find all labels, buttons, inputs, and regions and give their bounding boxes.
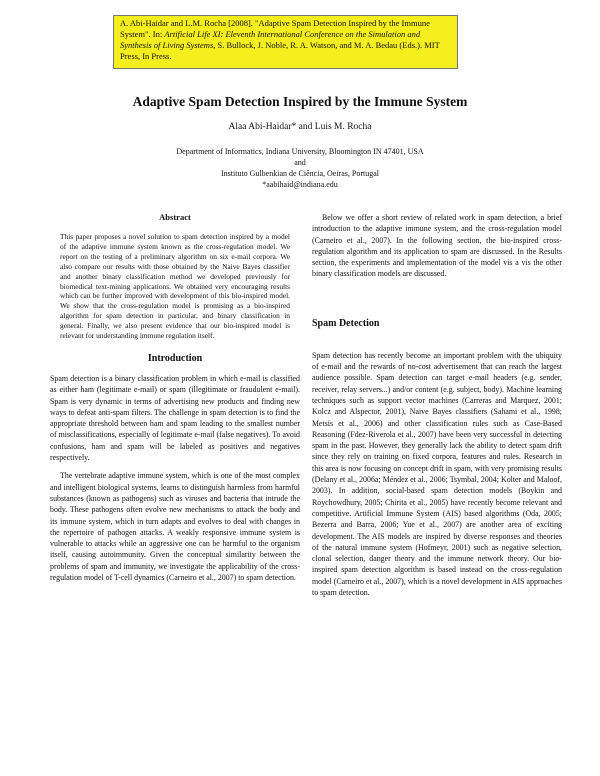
citation-text: [120, 18, 451, 62]
spam-detection-paragraph: Spam detection has recently become an important problem with the ubiquity of e-mail and the rewards of no-cost advertisement that can reach the largest audience possible. Spam detection can target e-mail headers (e.g. sender, receiver, relay servers...) and/or content (e.g. subject, body). Machine learning techniques such as support vector machines (Carreras and Marquez, 2001; Kolcz and Alspector, 2001), Naive Bayes classifiers (Sahami et al., 1998; Metsis et al., 2006) and other classification rules such as Case-Based Reasoning (Fdez-Riverola et al., 2007) have been very successful in detecting spam in the past. However, they generally lack the ability to detect spam drift since they rely on training on fixed corpora, features and rules. Research in this area is now focusing on concept drift in spam, with very promising results (Delany et al., 2006a; Méndez et al., 2006; Tsymbal, 2004; Kolter and Maloof, 2003). In addition, social-based spam detection models (Boykin and Roychowdhury, 2005; Chirita et al., 2005) have recently become relevant and competitive. Artificial Immune System (AIS) based algorithms (Oda, 2005; Bezerra and Barra, 2006; Yue et al., 2007) are another area of exciting development. The AIS models are inspired by diverse responses and theories of the natural immune system (Hofmeyr, 2001) such as negative selection, clonal selection, danger theory and the immune network theory. Our bio-inspired spam detection algorithm is based instead on the cross-regulation model (Carneiro et al., 2007), which is a novel development in AIS approaches to spam detection.: [312, 350, 562, 598]
paper-title: Adaptive Spam Detection Inspired by the Immune System: [132, 94, 468, 109]
affiliation-gulbenkian: Instituto Gulbenkian de Ciência, Oeiras, Portugal: [221, 169, 379, 178]
overview-paragraph: Below we offer a short review of related work in spam detection, a brief introduction to the adaptive immune system, and the cross-regulation model (Carneiro et al., 2007). In the following section, the bio-inspired cross-regulation algorithm and its application to spam are discussed. In the Results section, the experiments and implementation of the model vis a vis the other binary classification models are discussed.: [312, 213, 562, 279]
affiliation-indiana: Department of Informatics, Indiana University, Bloomington IN 47401, USA: [176, 147, 424, 156]
introduction-paragraph-1: Spam detection is a binary classification problem in which e-mail is classified as either ham (legitimate e-mail) or spam (illegitimate or fraudulent e-mail). Spam is very dynamic in terms of advertising new products and finding new ways to defeat anti-spam filters. The challenge in spam detection is to find the appropriate threshold between ham and spam leading to the smallest number of misclassifications, especially of legitimate e-mail (false negatives). To avoid confusions, ham and spam will be labeled as positives and negatives respectively.: [50, 373, 300, 463]
abstract-text: This paper proposes a novel solution to spam detection inspired by a model of the adaptive immune system known as the cross-regulation model. We report on the testing of a preliminary algorithm on six e-mail corpora. We also compare our results with those obtained by the Naive Bayes classifier and another binary classification method we developed previously for biomedical text-mining applications. We obtained very encouraging results which can be further improved with development of this bio-inspired model. We show that the cross-regulation model is promising as a bio-inspired algorithm for spam detection in particular, and binary classification in general. Finally, we also present evidence that our bio-inspired model is relevant for understanding immune regulation itself.: [60, 232, 290, 341]
paper-authors: Alaa Abi-Haidar* and Luis M. Rocha: [228, 122, 372, 132]
right-column: [312, 212, 562, 598]
affiliations: [0, 146, 600, 190]
spam-detection-heading: Spam Detection: [312, 317, 380, 329]
citation-authors: A. Abi-Haidar and L.M. Rocha [2008]. "Adaptive Spam Detection Inspired by the Immune System". In:: [120, 18, 430, 39]
abstract-heading: Abstract: [159, 212, 191, 222]
citation-editors: , S. Bullock, J. Noble, R. A. Watson, and M. A. Bedau (Eds.). MIT Press, In Press.: [120, 40, 440, 61]
left-column: [50, 212, 300, 583]
introduction-heading: Introduction: [147, 352, 203, 364]
introduction-paragraph-2: The vertebrate adaptive immune system, which is one of the most complex and intelligent biological systems, learns to distinguish harmless from harmful substances (known as pathogens) such as viruses and bacteria that intrude the body. These pathogens often evolve new mechanisms to attack the body and its immune system, which in turn adapts and evolves to deal with changes in the repertoire of pathogen attacks. A weakly responsive immune system is vulnerable to attacks while an aggressive one can be harmful to the organism itself, causing autoimmunity. Given the conceptual similarity between the problems of spam and immunity, we investigate the applicability of the cross-regulation model of T-cell dynamics (Carneiro et al., 2007) to spam detection.: [50, 471, 300, 583]
author-email: *aabihaid@indiana.edu: [262, 180, 338, 189]
citation-box: [113, 15, 458, 69]
affiliation-and: and: [294, 158, 306, 167]
citation-venue: Artificial Life XI: Eleventh International Conference on the Simulation and Synthesis of Living Systems: [120, 29, 421, 50]
